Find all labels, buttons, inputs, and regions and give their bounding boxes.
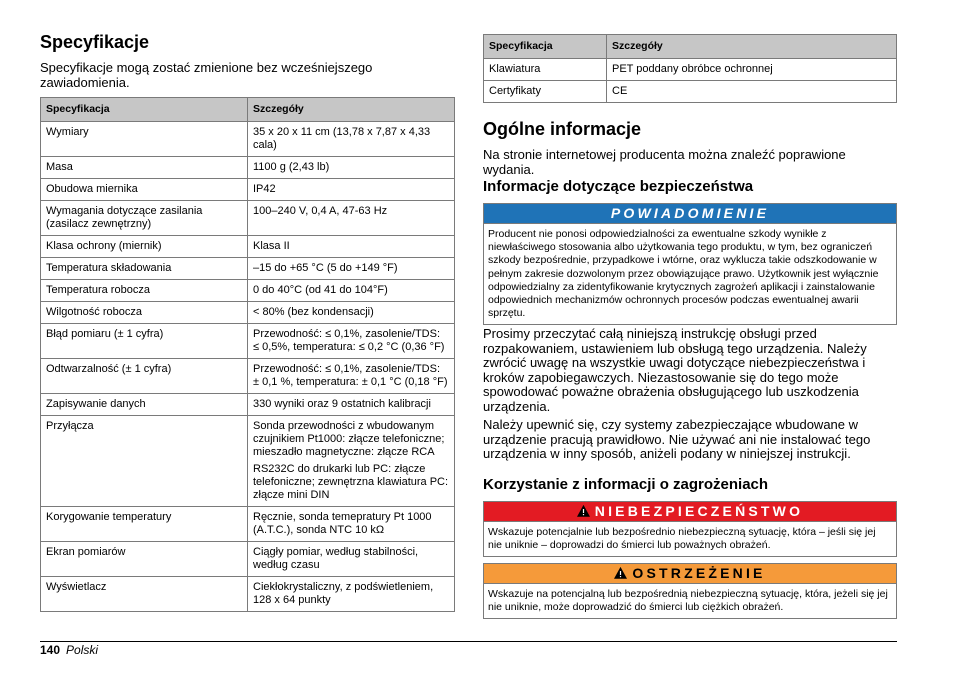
notice-text: Producent nie ponosi odpowiedzialności za ewentualne szkody wynikłe z niewłaściwego stosowania albo użytkowania tego produktu, w tym, bez ograniczeń szkody bezpośrednie, przypadkowe i wtórne, oraz wyklucza takie odszkodowanie w pełnym zakresie dozwolonym przez obowiązujące prawo. Użytkownik jest wyłącznie odpowiedzialny za zidentyfikowanie krytycznych zagrożeń aplikacji i zainstalowanie odpowiednich mechanizmów ochronnych procesów podczas ewentualnej awarii sprzętu.	[488, 228, 879, 320]
spec-details-cell	[248, 122, 455, 157]
table-row	[41, 359, 455, 394]
table-row	[41, 122, 455, 157]
spec-details-cell	[248, 201, 455, 236]
safety-paragraph-1: Prosimy przeczytać całą niniejszą instrukcję obsługi przed rozpakowaniem, ustawieniem lub obsługą tego urządzenia. Należy zwrócić uwagę na wszystkie uwagi dotyczące niebezpieczeństwa i kroków zapobiegawczych. Niezastosowanie się do tego może spowodować poważne obrażenia obsługującego lub uszkodzenia urządzenia.	[483, 326, 867, 414]
danger-header	[484, 502, 896, 522]
spec-details-cell	[248, 324, 455, 359]
danger-box	[483, 501, 897, 557]
warning-triangle-icon	[577, 505, 590, 517]
spec-detail-text: Klasa II	[253, 240, 290, 252]
table-header-row	[41, 98, 455, 122]
spec-detail-text: 35 x 20 x 11 cm (13,78 x 7,87 x 4,33 cala)	[253, 126, 431, 151]
spec-table-continued	[483, 34, 897, 103]
spec-details-cell	[248, 507, 455, 542]
table-row	[41, 507, 455, 542]
spec-detail-text: 330 wyniki oraz 9 ostatnich kalibracji	[253, 398, 431, 410]
footer-language: Polski	[66, 643, 99, 657]
spec-name-cell: Obudowa miernika	[41, 179, 248, 201]
table-row	[41, 236, 455, 258]
spec-details-cell	[248, 258, 455, 280]
notice-box	[483, 203, 897, 325]
warning-box	[483, 563, 897, 619]
general-info-text: Na stronie internetowej producenta można znaleźć poprawione wydania.	[483, 147, 846, 177]
table-row	[41, 416, 455, 507]
column-header: Specyfikacja	[484, 35, 607, 59]
spec-details-cell	[248, 179, 455, 201]
table-row	[484, 81, 897, 103]
spec-detail-text: RS232C do drukarki lub PC: złącze telefoniczne; zewnętrzna klawiatura PC: złącze mini DIN	[253, 463, 449, 501]
table-header-row	[484, 35, 897, 59]
spec-name-cell: Temperatura składowania	[41, 258, 248, 280]
spec-name-cell: Wyświetlacz	[41, 577, 248, 612]
spec-detail-text: Sonda przewodności z wbudowanym czujnikiem Pt1000: złącze telefoniczne; mieszadło magnetyczne: złącze RCA	[253, 420, 445, 458]
footer-divider	[40, 641, 897, 642]
spec-name-cell: Błąd pomiaru (± 1 cyfra)	[41, 324, 248, 359]
spec-name-cell: Ekran pomiarów	[41, 542, 248, 577]
spec-detail-text: IP42	[253, 183, 276, 195]
table-row	[41, 394, 455, 416]
table-row	[41, 201, 455, 236]
spec-detail-text: Przewodność: ≤ 0,1%, zasolenie/TDS: ≤ 0,5%, temperatura: ≤ 0,2 °C (0,36 °F)	[253, 328, 445, 353]
spec-detail-text: Ciekłokrystaliczny, z podświetleniem, 128 x 64 punkty	[253, 581, 434, 606]
table-row	[41, 280, 455, 302]
spec-detail-text: Ciągły pomiar, według stabilności, według czasu	[253, 546, 419, 571]
spec-name-cell: Korygowanie temperatury	[41, 507, 248, 542]
table-row	[41, 157, 455, 179]
spec-detail-text: CE	[612, 85, 628, 97]
spec-name-cell: Wymiary	[41, 122, 248, 157]
spec-name-cell: Wilgotność robocza	[41, 302, 248, 324]
spec-name-cell: Odtwarzalność (± 1 cyfra)	[41, 359, 248, 394]
notice-label: POWIADOMIENIE	[484, 204, 896, 224]
spec-intro: Specyfikacje mogą zostać zmienione bez wcześniejszego zawiadomienia.	[40, 60, 373, 90]
spec-detail-text: < 80% (bez kondensacji)	[253, 306, 374, 318]
page-number: 140	[40, 643, 61, 657]
table-row	[41, 324, 455, 359]
table-row	[41, 179, 455, 201]
column-header: Specyfikacja	[41, 98, 248, 122]
spec-details-cell	[248, 280, 455, 302]
spec-detail-text: 100–240 V, 0,4 A, 47-63 Hz	[253, 205, 388, 217]
spec-details-cell	[248, 542, 455, 577]
spec-detail-text: Ręcznie, sonda temepratury Pt 1000 (A.T.C.), sonda NTC 10 kΩ	[253, 511, 432, 536]
spec-details-cell	[248, 577, 455, 612]
spec-detail-text: 1100 g (2,43 lb)	[253, 161, 330, 173]
table-row	[41, 542, 455, 577]
warning-label: OSTRZEŻENIE	[632, 565, 766, 581]
spec-name-cell: Temperatura robocza	[41, 280, 248, 302]
spec-name-cell: Wymagania dotyczące zasilania (zasilacz zewnętrzny)	[41, 201, 248, 236]
safety-heading: Informacje dotyczące bezpieczeństwa	[483, 178, 754, 195]
spec-name-cell: Masa	[41, 157, 248, 179]
column-header: Szczegóły	[248, 98, 455, 122]
hazard-info-heading: Korzystanie z informacji o zagrożeniach	[483, 476, 769, 493]
spec-details-cell	[607, 59, 897, 81]
warning-triangle-icon	[614, 567, 627, 579]
spec-name-cell: Certyfikaty	[484, 81, 607, 103]
page-title: Specyfikacje	[40, 32, 150, 52]
spec-details-cell	[248, 236, 455, 258]
spec-table-main	[40, 97, 455, 612]
column-header: Szczegóły	[607, 35, 897, 59]
spec-detail-text: –15 do +65 °C (5 do +149 °F)	[253, 262, 398, 274]
danger-text: Wskazuje potencjalnie lub bezpośrednio niebezpieczną sytuację, która – jeśli się jej nie uniknie – doprowadzi do śmierci lub poważnych obrażeń.	[488, 526, 876, 552]
spec-detail-text: Przewodność: ≤ 0,1%, zasolenie/TDS: ± 0,1 %, temperatura: ± 0,1 °C (0,18 °F)	[253, 363, 448, 388]
spec-details-cell	[248, 157, 455, 179]
table-row	[41, 258, 455, 280]
spec-details-cell	[248, 302, 455, 324]
spec-details-cell	[248, 359, 455, 394]
general-info-heading: Ogólne informacje	[483, 119, 642, 139]
table-row	[484, 59, 897, 81]
spec-name-cell: Zapisywanie danych	[41, 394, 248, 416]
spec-detail-text: PET poddany obróbce ochronnej	[612, 63, 773, 75]
warning-text: Wskazuje na potencjalną lub bezpośrednią niebezpieczną sytuację, która, jeżeli się jej nie uniknie, może doprowadzić do śmierci lub ciężkich obrażeń.	[488, 588, 888, 614]
table-row	[41, 577, 455, 612]
warning-header	[484, 564, 896, 584]
page-footer	[40, 643, 98, 657]
spec-details-cell	[248, 394, 455, 416]
table-row	[41, 302, 455, 324]
safety-paragraph-2: Należy upewnić się, czy systemy zabezpieczające wbudowane w urządzenie pracują prawidłowo. Nie używać ani nie instalować tego urządzenia w inny sposób, aniżeli podany w niniejszej instrukcji.	[483, 417, 871, 462]
spec-name-cell: Klasa ochrony (miernik)	[41, 236, 248, 258]
spec-name-cell: Klawiatura	[484, 59, 607, 81]
spec-detail-text: 0 do 40°C (od 41 do 104°F)	[253, 284, 388, 296]
spec-details-cell	[248, 416, 455, 507]
spec-details-cell	[607, 81, 897, 103]
spec-name-cell: Przyłącza	[41, 416, 248, 507]
danger-label: NIEBEZPIECZEŃSTWO	[594, 503, 804, 519]
